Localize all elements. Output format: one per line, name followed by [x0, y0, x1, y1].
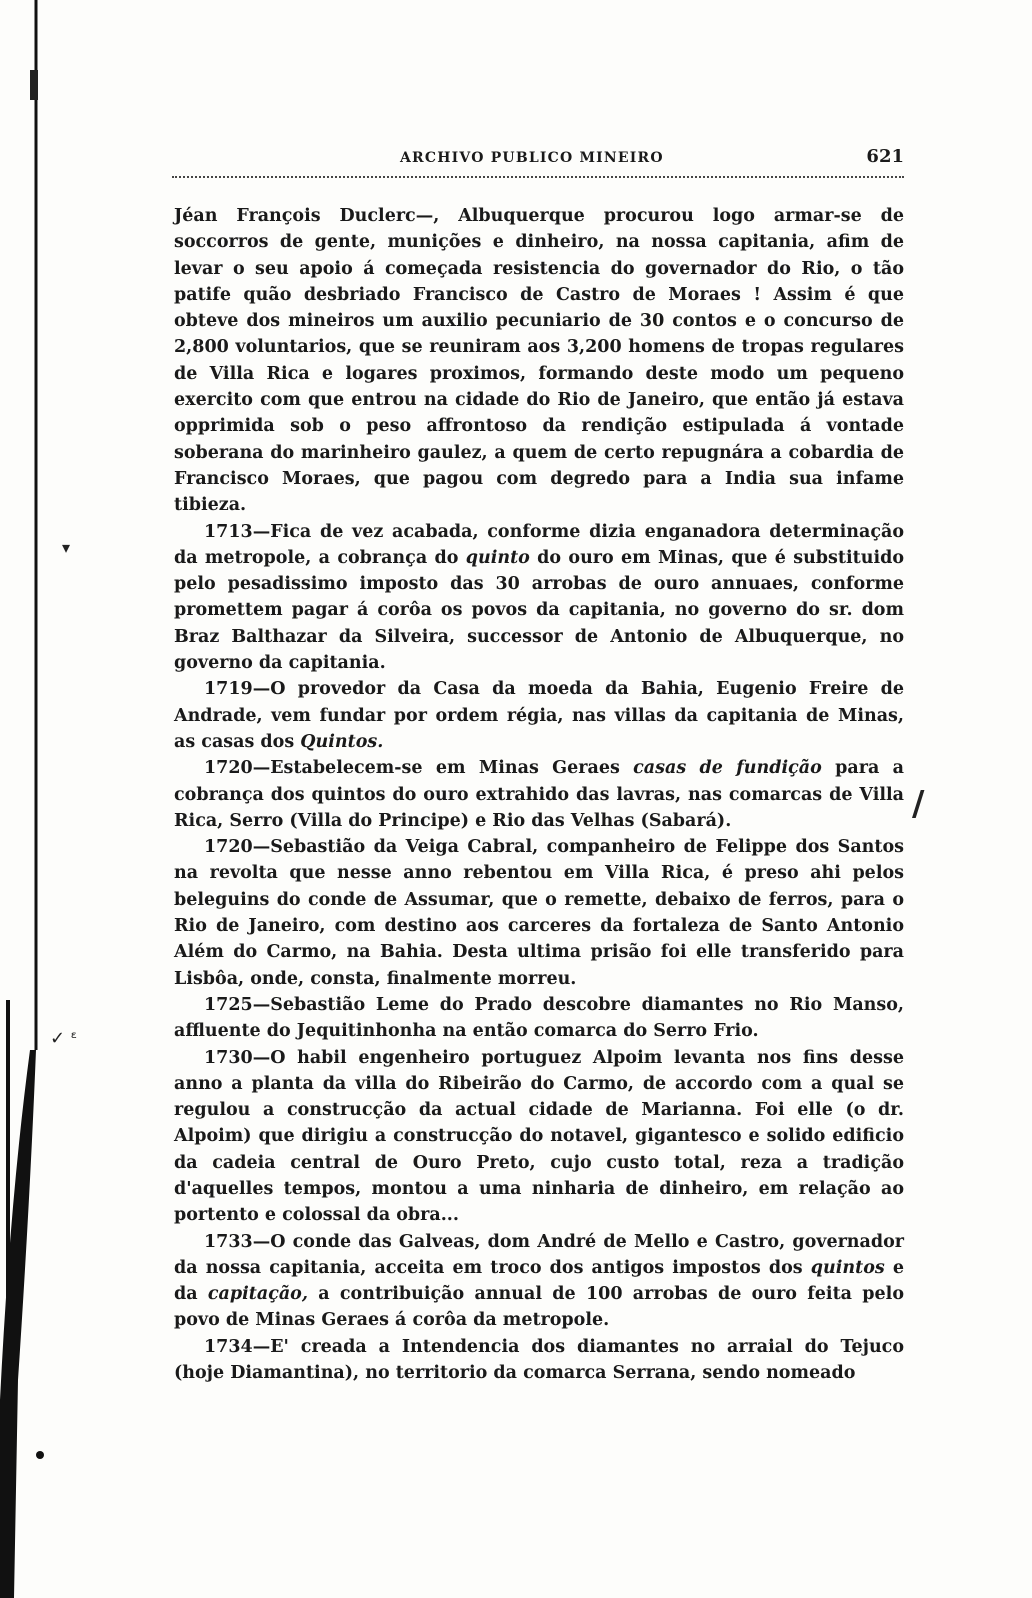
paragraph-4: [174, 755, 904, 834]
text-run: 1713—Fica de vez acabada, conforme dizia enganadora determinação da metropole, a cobrança do: [174, 521, 904, 568]
italic-term: quintos: [810, 1257, 885, 1278]
text-run: 1734—E' creada a Intendencia dos diamantes no arraial do Tejuco (hoje Diamantina), no territorio da comarca Serrana, sendo nomeado: [174, 1336, 904, 1384]
text-run: do ouro em Minas, que é substituido pelo pesadissimo imposto das 30 arrobas de ouro annuaes, conforme promettem pagar á corôa os povos da capitania, no governo do sr. dom Braz Balthazar da Silveira, successor de Antonio de Albuquerque, no governo da capitania.: [174, 547, 904, 674]
italic-term: casas de fundição: [633, 758, 822, 779]
paragraph-2: [174, 519, 904, 677]
text-run: 1719—O provedor da Casa da moeda da Bahia, Eugenio Freire de Andrade, vem fundar por ordem régia, nas villas da capitania de Minas, as casas dos: [174, 679, 904, 752]
text-run: 1720—Estabelecem-se em Minas Geraes: [204, 758, 634, 779]
margin-mark-3: /: [912, 784, 925, 824]
margin-mark-1: ▾: [62, 538, 71, 557]
running-title: ARCHIVO PUBLICO MINEIRO: [400, 150, 664, 166]
paragraph-8: [174, 1229, 904, 1334]
header-rule: [172, 176, 904, 178]
italic-term: capitação,: [207, 1284, 308, 1305]
italic-term: Quintos.: [300, 731, 384, 752]
page-header: [172, 146, 904, 174]
paragraph-1: [174, 203, 904, 519]
text-run: 1720—Sebastião da Veiga Cabral, companheiro de Felippe dos Santos na revolta que nesse anno rebentou em Villa Rica, é preso ahi pelos beleguins do conde de Assumar, que o remette, debaixo de ferros, para o Rio de Janeiro, com destino aos carceres da fortaleza de Santo Antonio Além do Carmo, na Bahia. Desta ultima prisão foi elle transferido para Lisbôa, onde, consta, finalmente morreu.: [174, 837, 904, 989]
text-run: 1730—O habil engenheiro portuguez Alpoim levanta nos fins desse anno a planta da villa do Ribeirão do Carmo, de accordo com a qual se regulou a construcção da actual cidade de Marianna. Foi elle (o dr. Alpoim) que dirigiu a construcção do notavel, gigantesco e solido edificio da cadeia central de Ouro Preto, cujo custo total, reza a tradição d'aquelles tempos, montou a uma ninharia de dinheiro, em relação ao portento e colossal da obra...: [174, 1047, 904, 1226]
text-run: Jéan François Duclerc—, Albuquerque procurou logo armar-se de soccorros de gente, munições e dinheiro, na nossa capitania, afim de levar o seu apoio á começada resistencia do governador do Rio, o tão patife quão desbriado Francisco de Castro de Moraes ! Assim é que obteve dos mineiros um auxilio pecuniario de 30 contos e o concurso de 2,800 voluntarios, que se reuniram aos 3,200 homens de tropas regulares de Villa Rica e logares proximos, formando deste modo um pequeno exercito com que entrou na cidade do Rio de Janeiro, que então já estava opprimida sob o peso affrontoso da rendição estipulada á vontade soberana do marinheiro gaulez, a quem de certo repugnára a cobardia de Francisco Moraes, que pagou com degredo para a India sua infame tibieza.: [174, 206, 904, 516]
paragraph-9: [174, 1334, 904, 1387]
margin-mark-2: ✓ ᵋ: [50, 1028, 78, 1049]
scan-binding-edge: [0, 0, 48, 1598]
text-run: a contribuição annual de 100 arrobas de ouro feita pelo povo de Minas Geraes á corôa da metropole.: [174, 1284, 904, 1331]
italic-term: quinto: [465, 547, 530, 568]
paragraph-5: [174, 834, 904, 992]
paragraph-3: [174, 676, 904, 755]
text-run: e da: [174, 1257, 904, 1305]
page-number: 621: [866, 146, 904, 167]
paragraph-7: [174, 1045, 904, 1229]
text-run: 1725—Sebastião Leme do Prado descobre diamantes no Rio Manso, affluente do Jequitinhonha na então comarca do Serro Frio.: [174, 994, 904, 1042]
chronicle-text: [174, 203, 904, 1386]
paragraph-6: [174, 992, 904, 1045]
text-run: 1733—O conde das Galveas, dom André de Mello e Castro, governador da nossa capitania, acceita em troco dos antigos impostos dos: [174, 1231, 904, 1278]
text-run: para a cobrança dos quintos do ouro extrahido das lavras, nas comarcas de Villa Rica, Serro (Villa do Principe) e Rio das Velhas (Sabará).: [174, 758, 904, 831]
